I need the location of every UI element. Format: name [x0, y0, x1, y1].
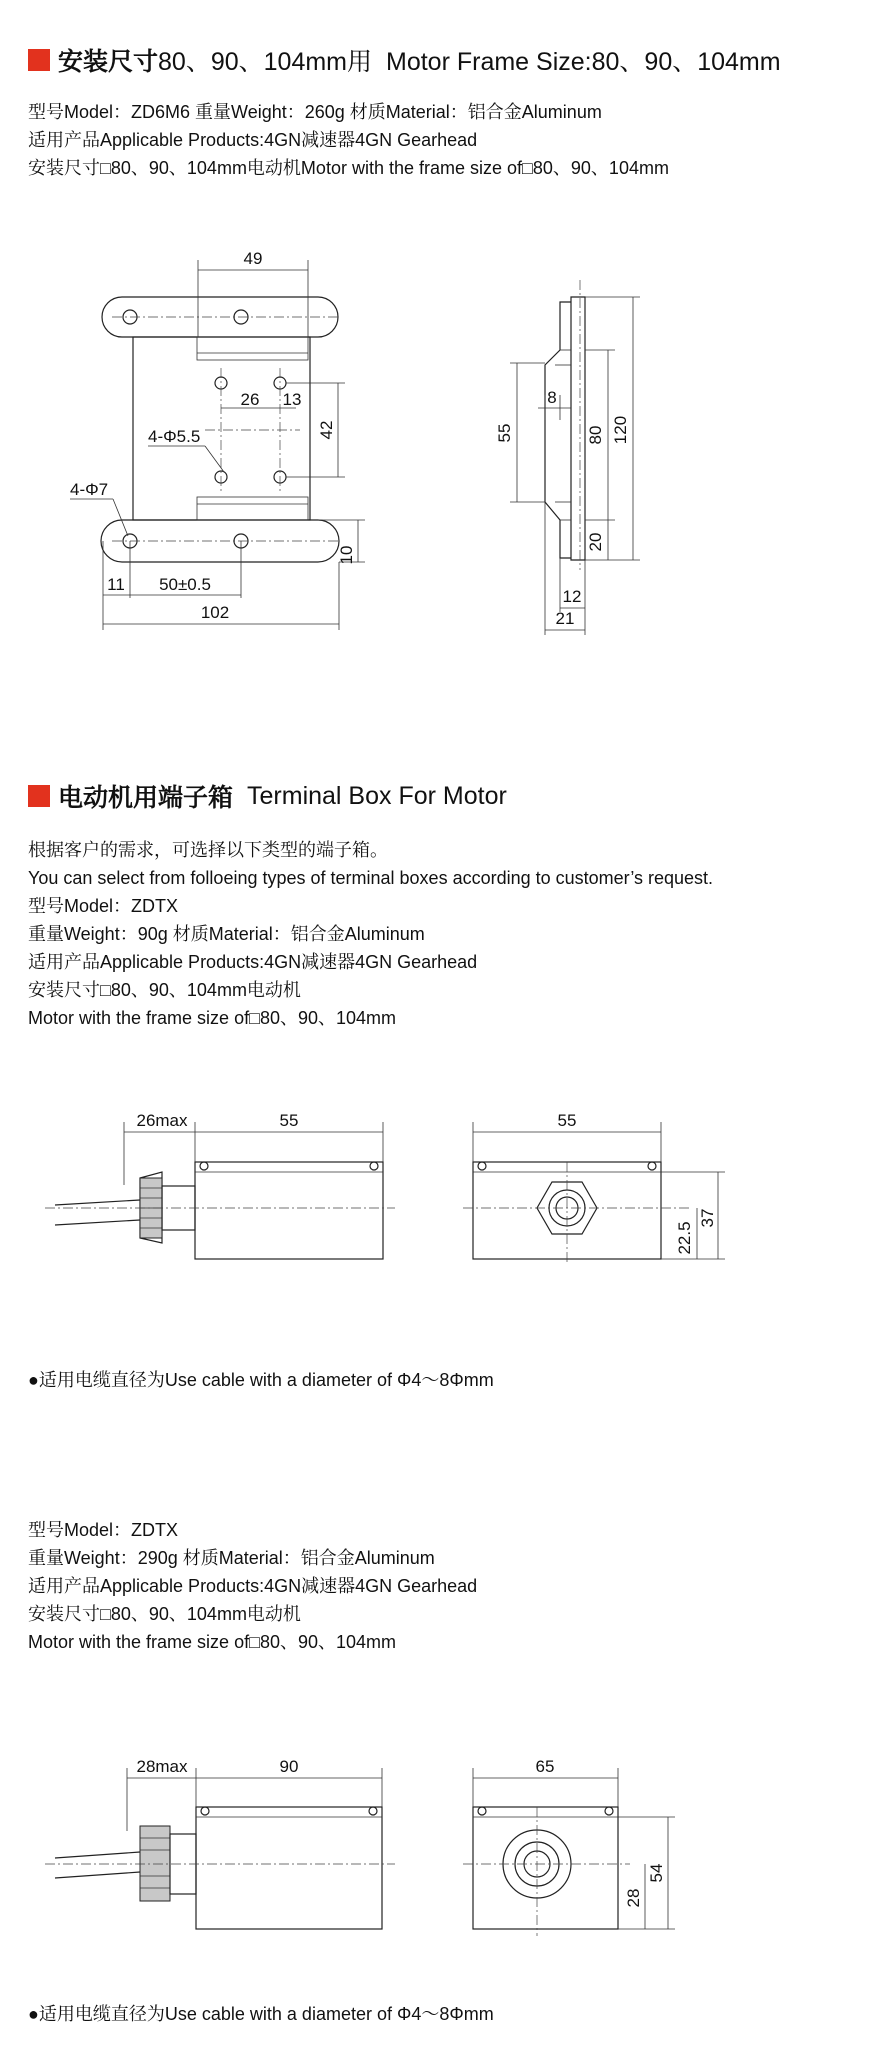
dim-label: 49	[243, 249, 263, 268]
dim-label: 26	[240, 390, 260, 409]
dim-label: 8	[547, 388, 557, 407]
dim-label: 54	[647, 1863, 666, 1883]
spec-line: 适用产品Applicable Products:4GN减速器4GN Gearhead	[28, 130, 478, 150]
spec-line: 型号Model：ZD6M6 重量Weight：260g 材质Material：铝合金Aluminum	[28, 102, 602, 122]
dim-label: 13	[282, 390, 302, 409]
hole-label: 4-Φ5.5	[148, 427, 201, 446]
side-flange	[571, 297, 585, 560]
dim-label: 55	[557, 1111, 577, 1130]
dim-label: 42	[317, 420, 336, 440]
spec-line: 型号Model：ZDTX	[28, 896, 179, 916]
dim-label: 90	[279, 1757, 299, 1776]
section2-title-cn: 电动机用端子箱	[58, 783, 234, 812]
spec-line: 根据客户的需求，可选择以下类型的端子箱。	[28, 840, 388, 860]
dim-label: 28max	[136, 1757, 188, 1776]
dim-label: 120	[611, 415, 630, 445]
dim-label: 55	[495, 423, 514, 443]
spec-line: 适用产品Applicable Products:4GN减速器4GN Gearhead	[28, 1576, 478, 1596]
side-profile	[545, 302, 571, 558]
red-square-icon	[28, 49, 50, 71]
dim-label: 22.5	[675, 1221, 694, 1255]
red-square-icon	[28, 785, 50, 807]
spec-line: 型号Model：ZDTX	[28, 1520, 179, 1540]
cable	[55, 1852, 140, 1878]
terminal-box-small-drawing	[0, 1100, 880, 1280]
box-front	[473, 1807, 618, 1929]
section1-specs	[28, 98, 669, 182]
section1-heading	[28, 42, 781, 78]
spec-line: 安装尺寸□80、90、104mm电动机	[28, 980, 301, 1000]
dim-label: 10	[337, 545, 356, 565]
spec-line: Motor with the frame size of□80、90、104mm	[28, 1008, 397, 1028]
section2-note: ●适用电缆直径为Use cable with a diameter of Φ4～8Φmm	[28, 1370, 494, 1390]
dim-label: 65	[535, 1757, 555, 1776]
dim-label: 37	[698, 1208, 717, 1228]
section1-title-en: Motor Frame Size:80、90、104mm	[386, 48, 781, 76]
spec-line: 适用产品Applicable Products:4GN减速器4GN Gearhead	[28, 952, 478, 972]
section3-note: ●适用电缆直径为Use cable with a diameter of Φ4～8Φmm	[28, 2004, 494, 2024]
section2-title-en: Terminal Box For Motor	[247, 781, 507, 810]
dim-label: 80	[586, 425, 605, 445]
dim-label: 21	[555, 609, 575, 628]
box-side	[196, 1807, 382, 1929]
dim-label: 12	[562, 587, 582, 606]
bracket-recess-bottom	[197, 497, 308, 520]
spec-line: Motor with the frame size of□80、90、104mm	[28, 1632, 397, 1652]
dim-label: 11	[107, 575, 125, 594]
terminal-box-large-drawing	[0, 1746, 880, 1946]
bracket-recess-top	[197, 337, 308, 360]
dim-label: 102	[200, 603, 230, 622]
box-side	[195, 1162, 383, 1259]
spec-line: 安装尺寸□80、90、104mm电动机Motor with the frame size of□80、90、104mm	[28, 158, 669, 178]
section2-heading	[28, 778, 507, 814]
cable	[55, 1200, 140, 1225]
dim-label: 26max	[136, 1111, 188, 1130]
dim-label: 55	[279, 1111, 299, 1130]
section2-specs	[28, 836, 713, 1032]
dim-label: 20	[586, 532, 605, 552]
spec-line: You can select from folloeing types of terminal boxes according to customer’s request.	[28, 868, 714, 888]
spec-line: 安装尺寸□80、90、104mm电动机	[28, 1604, 301, 1624]
cable-gland	[140, 1826, 170, 1901]
section1-title-cn: 安装尺寸	[58, 47, 159, 76]
section1-title-mid: 80、90、104mm用	[158, 48, 372, 76]
hole-label: 4-Φ7	[70, 480, 109, 499]
bracket-drawing	[0, 240, 880, 650]
spec-line: 重量Weight：90g 材质Material：铝合金Aluminum	[28, 924, 425, 944]
dim-label: 50±0.5	[159, 575, 211, 594]
dim-label: 28	[624, 1888, 643, 1908]
spec-line: 重量Weight：290g 材质Material：铝合金Aluminum	[28, 1548, 435, 1568]
section3-specs	[28, 1516, 477, 1656]
